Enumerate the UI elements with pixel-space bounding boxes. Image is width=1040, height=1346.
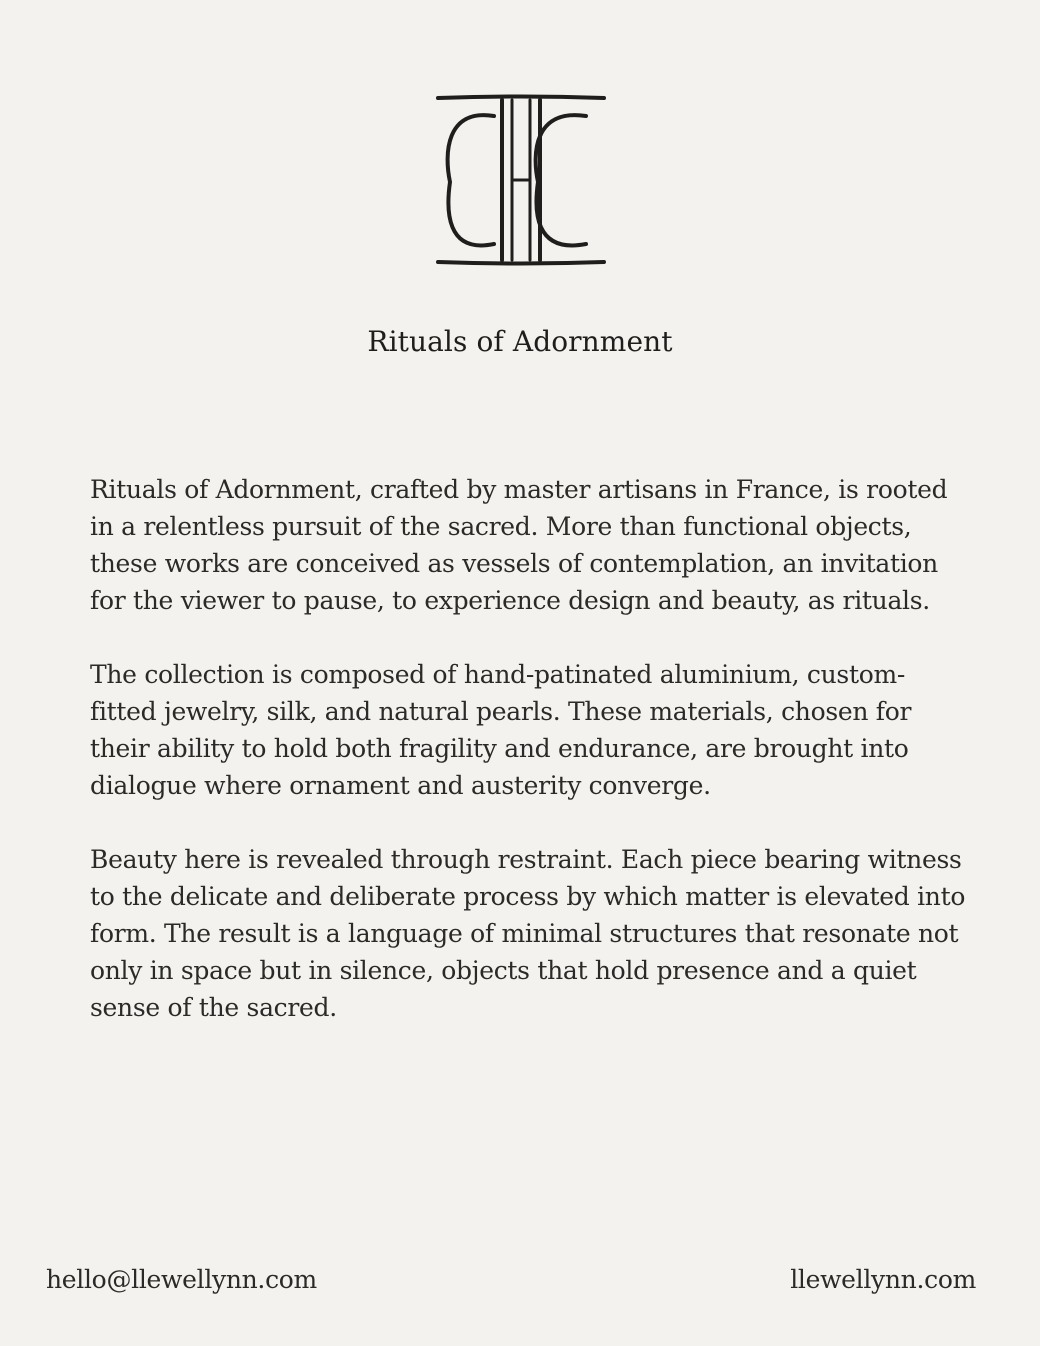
page-title: Rituals of Adornment: [367, 325, 673, 358]
monogram-logo: [436, 94, 606, 266]
body-text: [90, 471, 970, 1063]
email-link[interactable]: hello@llewellynn.com: [46, 1265, 317, 1294]
website-link[interactable]: llewellynn.com: [790, 1265, 976, 1294]
paragraph-materials: The collection is composed of hand-patinated aluminium, custom-fitted jewelry, silk, and natural pearls. These materials, chosen for their ability to hold both fragility and endurance, are brought into dialogue where ornament and austerity converge.: [90, 660, 912, 800]
paragraph-intro: Rituals of Adornment, crafted by master artisans in France, is rooted in a relentless pursuit of the sacred. More than functional objects, these works are conceived as vessels of contemplation, an invitation for the viewer to pause, to experience design and beauty, as rituals.: [90, 475, 948, 615]
paragraph-beauty: Beauty here is revealed through restraint. Each piece bearing witness to the delicate and deliberate process by which matter is elevated into form. The result is a language of minimal structures that resonate not only in space but in silence, objects that hold presence and a quiet sense of the sacred.: [90, 845, 966, 1022]
